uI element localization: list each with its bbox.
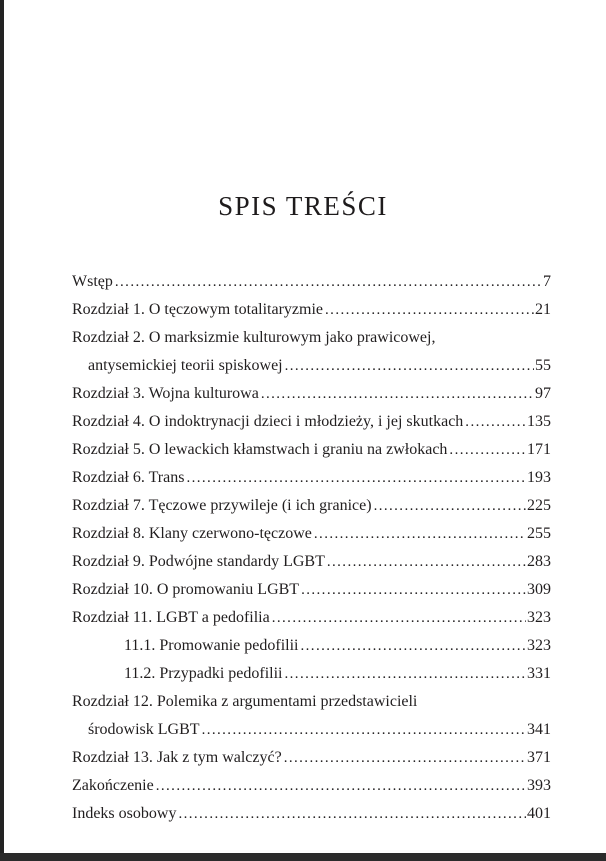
toc-entry-page: 255	[527, 524, 551, 542]
toc-entry	[72, 268, 551, 296]
toc-entry-label: 11.2. Przypadki pedofilii	[124, 664, 283, 682]
toc-entry	[72, 436, 551, 464]
toc-leader-dots	[202, 716, 526, 744]
toc-leader-dots	[449, 436, 526, 464]
toc-entry-page: 371	[527, 748, 551, 766]
toc-leader-dots	[301, 576, 526, 604]
toc-entry-page: 7	[543, 272, 551, 290]
toc-entry	[72, 380, 551, 408]
toc-entry-page: 283	[527, 552, 551, 570]
toc-entry-label: Rozdział 6. Trans	[72, 468, 185, 486]
toc-entry-page: 341	[527, 720, 551, 738]
toc-entry-label: antysemickiej teorii spiskowej	[88, 356, 283, 374]
toc-entry-label: Rozdział 5. O lewackich kłamstwach i graniu na zwłokach	[72, 440, 448, 458]
toc-entry-page: 97	[535, 384, 551, 402]
toc-entry-label: Rozdział 3. Wojna kulturowa	[72, 384, 259, 402]
toc-leader-dots	[325, 296, 534, 324]
toc-entry	[72, 772, 551, 800]
toc-entry-label: Rozdział 7. Tęczowe przywileje (i ich granice)	[72, 496, 372, 514]
toc-entry-label: Indeks osobowy	[72, 804, 177, 822]
toc-entry	[72, 296, 551, 324]
toc-entry-page: 171	[527, 440, 551, 458]
toc-entry-label: Rozdział 11. LGBT a pedofilia	[72, 608, 270, 626]
toc-entry	[72, 520, 551, 548]
toc-entry-page: 393	[527, 776, 551, 794]
toc-entry	[72, 604, 551, 632]
toc-entry	[72, 632, 551, 660]
toc-leader-dots	[285, 352, 534, 380]
toc-entry-label: Rozdział 1. O tęczowym totalitaryzmie	[72, 300, 324, 318]
toc-entry-label: Rozdział 9. Podwójne standardy LGBT	[72, 552, 325, 570]
toc-entry	[72, 548, 551, 576]
toc-entry	[72, 408, 551, 436]
toc-leader-dots	[314, 520, 526, 548]
toc-entry	[72, 800, 551, 828]
toc-entry	[72, 716, 551, 744]
toc-leader-dots	[272, 604, 526, 632]
toc-leader-dots	[261, 380, 534, 408]
toc-entry-page: 55	[535, 356, 551, 374]
toc-entry-label: Wstęp	[72, 272, 113, 290]
toc-entry-label: Zakończenie	[72, 776, 154, 794]
toc-entry	[72, 744, 551, 772]
page-title: SPIS TREŚCI	[218, 191, 388, 221]
toc-leader-dots	[284, 744, 526, 772]
toc-entry-page: 309	[527, 580, 551, 598]
toc-entry	[72, 324, 551, 352]
toc-leader-dots	[285, 660, 527, 688]
toc-entry-page: 323	[527, 608, 551, 626]
toc-entry	[72, 688, 551, 716]
table-of-contents	[0, 268, 606, 828]
toc-leader-dots	[186, 464, 526, 492]
toc-entry-label: Rozdział 12. Polemika z argumentami przedstawicieli	[72, 692, 418, 710]
scan-edge-left	[0, 0, 4, 861]
toc-entry-label: Rozdział 8. Klany czerwono-tęczowe	[72, 524, 312, 542]
toc-entry-label: Rozdział 2. O marksizmie kulturowym jako prawicowej,	[72, 328, 436, 346]
toc-entry-label: Rozdział 4. O indoktrynacji dzieci i młodzieży, i jej skutkach	[72, 412, 464, 430]
toc-leader-dots	[301, 632, 527, 660]
toc-entry-label: 11.1. Promowanie pedofilii	[124, 636, 299, 654]
toc-entry-page: 193	[527, 468, 551, 486]
toc-entry	[72, 660, 551, 688]
scan-edge-bottom	[0, 853, 606, 861]
toc-leader-dots	[465, 408, 526, 436]
toc-leader-dots	[327, 548, 526, 576]
toc-entry-page: 401	[527, 804, 551, 822]
toc-entry	[72, 492, 551, 520]
toc-entry	[72, 464, 551, 492]
toc-entry-page: 21	[535, 300, 551, 318]
toc-entry-page: 323	[527, 636, 551, 654]
toc-leader-dots	[115, 268, 542, 296]
toc-entry-page: 331	[527, 664, 551, 682]
toc-entry-page: 135	[527, 412, 551, 430]
toc-entry-label: Rozdział 10. O promowaniu LGBT	[72, 580, 300, 598]
toc-leader-dots	[178, 800, 526, 828]
toc-entry	[72, 352, 551, 380]
toc-entry-label: Rozdział 13. Jak z tym walczyć?	[72, 748, 282, 766]
toc-entry	[72, 576, 551, 604]
toc-entry-page: 225	[527, 496, 551, 514]
toc-entry-label: środowisk LGBT	[88, 720, 200, 738]
toc-leader-dots	[156, 772, 526, 800]
toc-leader-dots	[374, 492, 526, 520]
